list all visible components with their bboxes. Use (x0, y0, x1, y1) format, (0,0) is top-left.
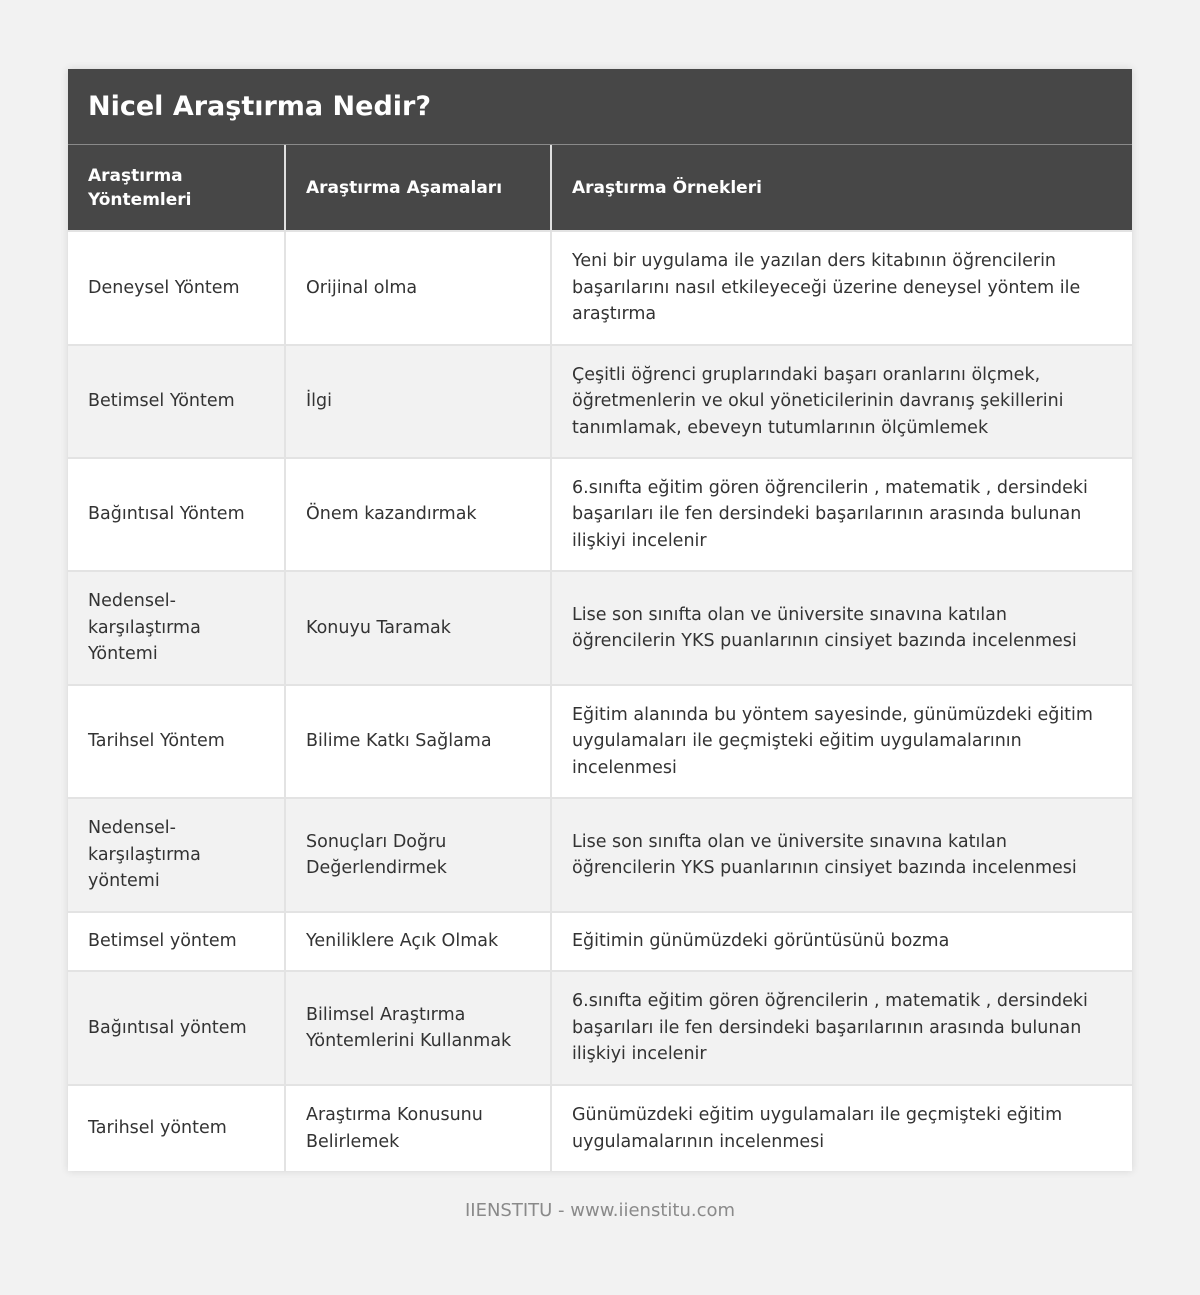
cell-example: 6.sınıfta eğitim gören öğrencilerin , matematik , dersindeki başarıları ile fen dersindeki başarılarının arasında bulunan ilişkiyi incelenir (551, 458, 1132, 571)
cell-method: Nedensel-karşılaştırma yöntemi (68, 798, 285, 912)
cell-example: Eğitimin günümüzdeki görüntüsünü bozma (551, 912, 1132, 971)
cell-example: Lise son sınıfta olan ve üniversite sınavına katılan öğrencilerin YKS puanlarının cinsiyet bazında incelenmesi (551, 571, 1132, 685)
cell-example: Çeşitli öğrenci gruplarındaki başarı oranlarını ölçmek, öğretmenlerin ve okul yöneticilerinin davranış şekillerini tanımlamak, ebeveyn tutumlarının ölçümlemek (551, 345, 1132, 458)
column-header-stages: Araştırma Aşamaları (285, 145, 551, 231)
cell-example: 6.sınıfta eğitim gören öğrencilerin , matematik , dersindeki başarıları ile fen dersindeki başarılarının arasında bulunan ilişkiyi incelenir (551, 971, 1132, 1085)
column-header-examples: Araştırma Örnekleri (551, 145, 1132, 231)
cell-example: Lise son sınıfta olan ve üniversite sınavına katılan öğrencilerin YKS puanlarının cinsiyet bazında incelenmesi (551, 798, 1132, 912)
cell-example: Yeni bir uygulama ile yazılan ders kitabının öğrencilerin başarılarını nasıl etkileyeceği üzerine deneysel yöntem ile araştırma (551, 231, 1132, 345)
cell-method: Bağıntısal yöntem (68, 971, 285, 1085)
cell-stage: Araştırma Konusunu Belirlemek (285, 1085, 551, 1171)
header-row (68, 145, 1132, 231)
column-header-methods: Araştırma Yöntemleri (68, 145, 285, 231)
cell-method: Bağıntısal Yöntem (68, 458, 285, 571)
cell-stage: Önem kazandırmak (285, 458, 551, 571)
table-row (68, 458, 1132, 571)
cell-example: Eğitim alanında bu yöntem sayesinde, günümüzdeki eğitim uygulamaları ile geçmişteki eğitim uygulamalarının incelenmesi (551, 685, 1132, 798)
cell-method: Nedensel-karşılaştırma Yöntemi (68, 571, 285, 685)
table-row (68, 231, 1132, 345)
cell-method: Deneysel Yöntem (68, 231, 285, 345)
cell-stage: Bilimsel Araştırma Yöntemlerini Kullanmak (285, 971, 551, 1085)
cell-method: Betimsel yöntem (68, 912, 285, 971)
table-row (68, 571, 1132, 685)
table-row (68, 912, 1132, 971)
table-row (68, 685, 1132, 798)
cell-stage: Yeniliklere Açık Olmak (285, 912, 551, 971)
cell-stage: Orijinal olma (285, 231, 551, 345)
table-row (68, 345, 1132, 458)
table-card (68, 69, 1132, 1171)
cell-stage: İlgi (285, 345, 551, 458)
cell-method: Tarihsel yöntem (68, 1085, 285, 1171)
cell-stage: Sonuçları Doğru Değerlendirmek (285, 798, 551, 912)
cell-stage: Konuyu Taramak (285, 571, 551, 685)
table-title: Nicel Araştırma Nedir? (68, 69, 1132, 145)
table-row (68, 1085, 1132, 1171)
cell-method: Betimsel Yöntem (68, 345, 285, 458)
cell-example: Günümüzdeki eğitim uygulamaları ile geçmişteki eğitim uygulamalarının incelenmesi (551, 1085, 1132, 1171)
table-row (68, 971, 1132, 1085)
cell-stage: Bilime Katkı Sağlama (285, 685, 551, 798)
footer-credit: IIENSTITU - www.iienstitu.com (464, 1200, 736, 1221)
cell-method: Tarihsel Yöntem (68, 685, 285, 798)
table-row (68, 798, 1132, 912)
research-methods-table (68, 145, 1132, 1171)
